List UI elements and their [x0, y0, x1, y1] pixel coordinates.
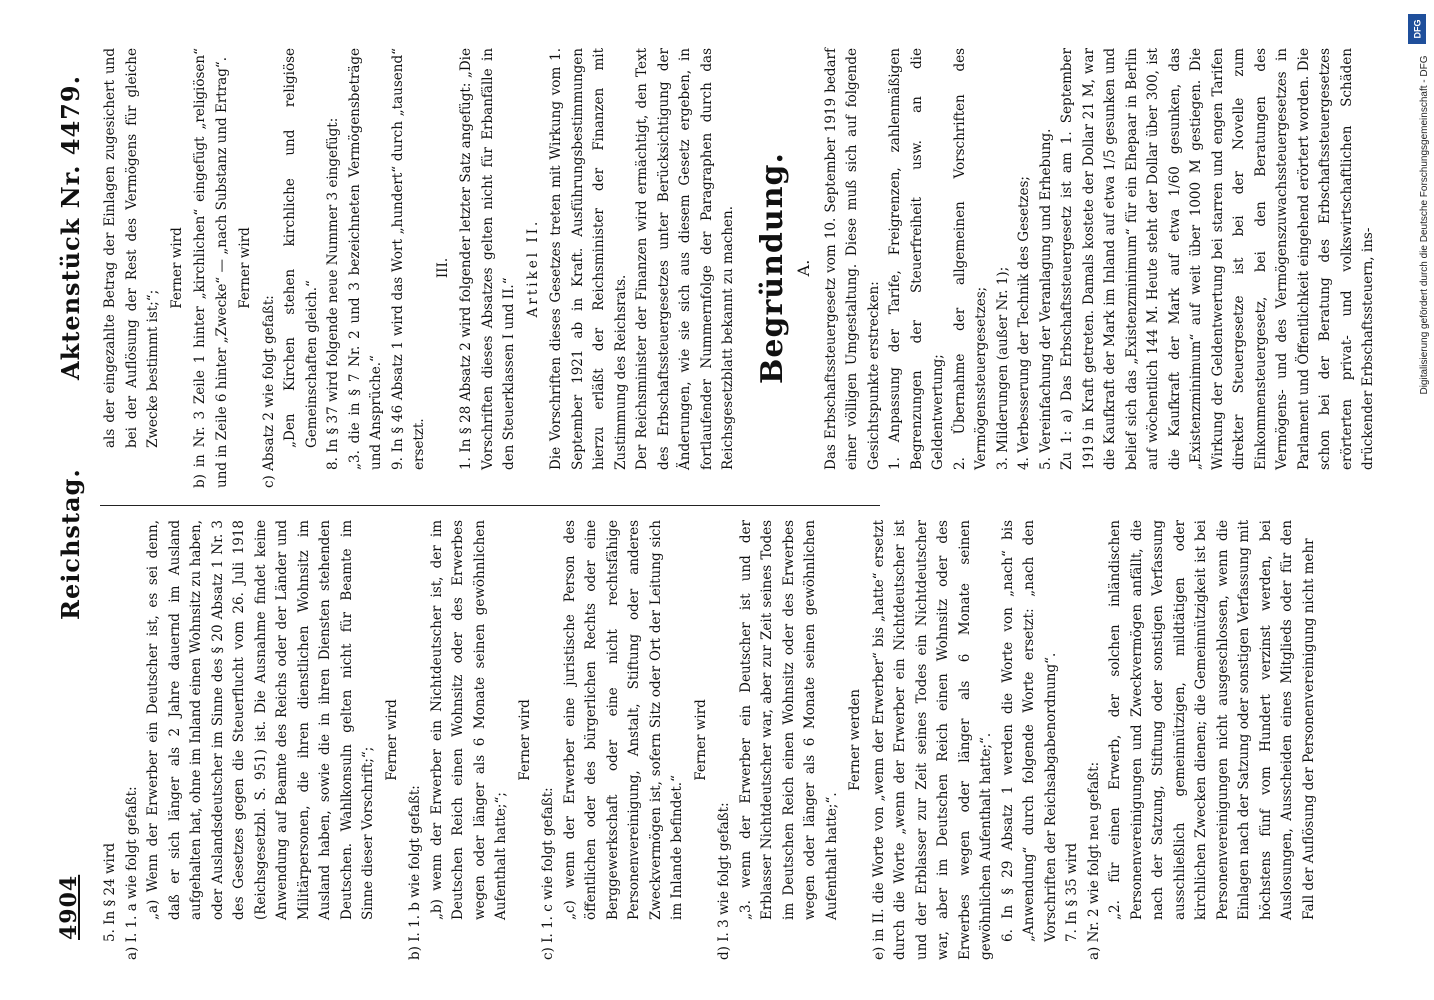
text-paragraph: c) Absatz 2 wie folgt gefaßt: — [260, 295, 277, 488]
text-paragraph: Die Vorschriften dieses Gesetzes treten mit Wirkung vom 1. September 1921 ab in Kraft. Ausführungsbestimmungen hierzu erläßt der Reichsminister der Finanzen mit Zustimmung des Reichsrats. — [548, 48, 629, 470]
right-text-column — [100, 48, 1380, 488]
text-paragraph: 8. In § 37 wird folgende neue Nummer 3 eingefügt: — [325, 117, 341, 470]
text-paragraph: 4. Verbesserung der Technik des Gesetzes; — [1016, 176, 1032, 470]
page-number: 4904 — [56, 874, 82, 940]
text-paragraph: Das Erbschaftssteuergesetz vom 10. September 1919 bedarf einer völligen Umgestaltung. Diese muß sich auf folgende Gesichtspunkte erstrecken: — [822, 48, 882, 470]
funding-credit: Digitalisierung gefördert durch die Deutsche Forschungsgemeinschaft - DFG — [1419, 55, 1430, 395]
text-paragraph: „3. wenn der Erwerber ein Deutscher ist und der Erblasser Nichtdeutscher war, aber zur Zeit seines Todes im Deutschen Reich einen Wohnsitz oder des Erwerbes wegen oder länger als 6 Monate seinen gewöhnlichen Aufenthalt hatte;“. — [737, 520, 840, 920]
text-paragraph: 6. In § 29 Absatz 1 werden die Worte von „nach“ bis „Anwendung“ durch folgende Worte ersetzt: „nach den Vorschriften der Reichsabgabenordnung“. — [999, 520, 1059, 942]
text-paragraph: a) Nr. 2 wie folgt neu gefaßt: — [1085, 761, 1102, 960]
text-paragraph: Ferner wird — [168, 227, 185, 309]
text-paragraph: „b) wenn der Erwerber ein Nichtdeutscher ist, der im Deutschen Reich einen Wohnsitz oder des Erwerbes wegen oder länger als 6 Monate seinen gewöhnlichen Aufenthalt hatte;“; — [428, 520, 509, 920]
text-paragraph: Ferner wird — [516, 699, 533, 781]
text-paragraph: 7. In § 35 wird — [1064, 843, 1080, 942]
document-reference: Aktenstück Nr. 4479. — [56, 75, 85, 380]
text-paragraph: A. — [794, 259, 813, 277]
text-paragraph: 3. Milderungen (außer Nr. 1); — [994, 266, 1011, 470]
text-paragraph: Ferner wird — [692, 699, 709, 781]
text-paragraph: d) I. 3 wie folgt gefaßt: — [716, 802, 732, 960]
text-paragraph: a) I. 1. a wie folgt gefaßt: — [123, 786, 140, 960]
organization-title: Reichstag. — [56, 468, 85, 620]
section-heading: Begründung. — [754, 152, 790, 384]
text-paragraph: 2. Übernahme der allgemeinen Vorschriften des Vermögenssteuergesetzes; — [951, 48, 989, 470]
text-paragraph: e) in II. die Worte von „wenn der Erwerber“ bis „hatte“ ersetzt durch die Worte „wenn der Erwerber ein Nichtdeutscher ist und der Erblasser zur Zeit seines Todes ein Nichtdeutscher war, aber im Deutschen Reich einen Wohnsitz oder des Erwerbes wegen oder länger als 6 Monate seinen gewöhnlichen Aufenthalt hatte;“. — [870, 520, 994, 960]
text-paragraph: 9. In § 46 Absatz 1 wird das Wort „hundert“ durch „tausend“ ersetzt. — [389, 48, 427, 470]
text-paragraph: als der eingezahlte Betrag der Einlagen zugesichert und bei der Auflösung der Rest des Vermögens für gleiche Zwecke bestimmt ist;“; — [102, 48, 161, 448]
text-paragraph: „Den Kirchen stehen kirchliche und religiöse Gemeinschaften gleich.“ — [282, 48, 320, 448]
text-paragraph: „a) Wenn der Erwerber ein Deutscher ist, es sei denn, daß er sich länger als 2 Jahre dauernd im Ausland aufgehalten hat, ohne im Inland einen Wohnsitz zu haben, oder Auslandsdeutscher im Sinne des § 20 Absatz 1 Nr. 3 des Gesetzes gegen die Steuerflucht vom 26. Juli 1918 (Reichsgesetzbl. S. 951) ist. Die Ausnahme findet keine Anwendung auf Beamte des Reichs oder der Länder und Militärpersonen, die ihren dienstlichen Wohnsitz im Ausland haben, sowie die in ihren Diensten stehenden Deutschen. Wahlkonsuln gelten nicht für Beamte im Sinne dieser Vorschrift;“; — [145, 520, 376, 920]
text-paragraph: 5. Vereinfachung der Veranlagung und Erhebung. — [1037, 128, 1054, 470]
column-divider — [100, 505, 880, 506]
text-paragraph: c) I. 1. c wie folgt gefaßt: — [540, 787, 556, 960]
dfg-logo-icon: DFG — [1408, 14, 1426, 44]
text-paragraph: „3. die in § 7 Nr. 2 und 3 bezeichneten Vermögensbeträge und Ansprüche.“ — [346, 48, 384, 470]
text-paragraph: Der Reichsminister der Finanzen wird ermächtigt, den Text des Erbschaftssteuergesetzes unter Berücksichtigung der Änderungen, wie sie sich aus diesem Gesetz ergeben, in fortlaufender Nummernfolge der Paragraphen durch das Reichsgesetzblatt bekannt zu machen. — [634, 48, 736, 470]
text-paragraph: Zu 1: a) Das Erbschaftssteuergesetz ist am 1. September 1919 in Kraft getreten. Damals kostete der Dollar 21 M, war die Kaufkraft der Mark im Inland auf etwa 1/5 gesunken und belief sich das „Existenzminimum“ für ein Ehepaar in Berlin auf wöchentlich 144 M. Heute steht der Dollar über 300, ist die Kaufkraft der Mark auf etwa 1/60 gesunken, das „Existenzminimum“ auf weit über 1000 M gestiegen. Die Wirkung der Geldentwertung bei starren und engen Tarifen direkter Steuergesetze ist bei der Novelle zum Einkommensteuergesetz, bei den Beratungen des Vermögens- und des Vermögenszuwachssteuergesetzes in Parlament und Öffentlichkeit eingehend erörtert worden. Die schon bei der Beratung des Erbschaftssteuergesetzes erörterten privat- und volkswirtschaftlichen Schäden drückender Erbschaftssteuern, ins- — [1059, 48, 1376, 470]
text-paragraph: Ferner werden — [847, 689, 863, 791]
text-paragraph: 1. In § 28 Absatz 2 wird folgender letzter Satz angefügt: „Die Vorschriften dieses Absatzes gelten nicht für Erbanfälle in den Steuerklassen I und II.“ — [458, 48, 517, 470]
page-header — [50, 30, 90, 980]
text-paragraph: III. — [434, 257, 451, 279]
text-paragraph: Ferner wird — [237, 227, 253, 309]
text-paragraph: Artikel II. — [524, 218, 541, 318]
text-paragraph: 5. In § 24 wird — [102, 843, 118, 942]
text-paragraph: „2. für einen Erwerb, der solchen inländischen Personenvereinigungen und Zweckvermögen anfällt, die nach der Satzung, Stiftung oder sonstigen Verfassung ausschließlich gemeinnützigen, mildtätigen oder kirchlichen Zwecken dienen; die Gemeinnützigkeit ist bei Personenvereinigungen nicht ausgeschlossen, wenn die Einlagen nach der Satzung oder sonstigen Verfassung mit höchstens fünf vom Hundert verzinst werden, bei Auslosungen, Ausscheiden eines Mitglieds oder für den Fall der Auflösung der Personenvereinigung nicht mehr — [1107, 520, 1317, 920]
text-paragraph: „c) wenn der Erwerber eine juristische Person des öffentlichen oder des bürgerlichen Rechts oder eine Berggewerkschaft oder eine nicht rechtsfähige Personenvereinigung, Anstalt, Stiftung oder anderes Zweckvermögen ist, sofern Sitz oder Ort der Leitung sich im Inlande befindet.“ — [561, 520, 685, 920]
text-paragraph: Ferner wird — [383, 699, 400, 781]
left-text-column — [100, 520, 1320, 960]
text-paragraph: b) I. 1. b wie folgt gefaßt: — [407, 785, 423, 960]
funding-sidebar — [1406, 8, 1428, 992]
text-paragraph: b) in Nr. 3 Zeile 1 hinter „kirchlichen“ eingefügt „religiösen“ und in Zeile 6 hinter „Zwecke“ — „nach Substanz und Ertrag“. — [192, 48, 230, 488]
text-paragraph: 1. Anpassung der Tarife, Freigrenzen, zahlenmäßigen Begrenzungen der Steuerfreiheit usw. an die Geldentwertung; — [887, 48, 946, 470]
